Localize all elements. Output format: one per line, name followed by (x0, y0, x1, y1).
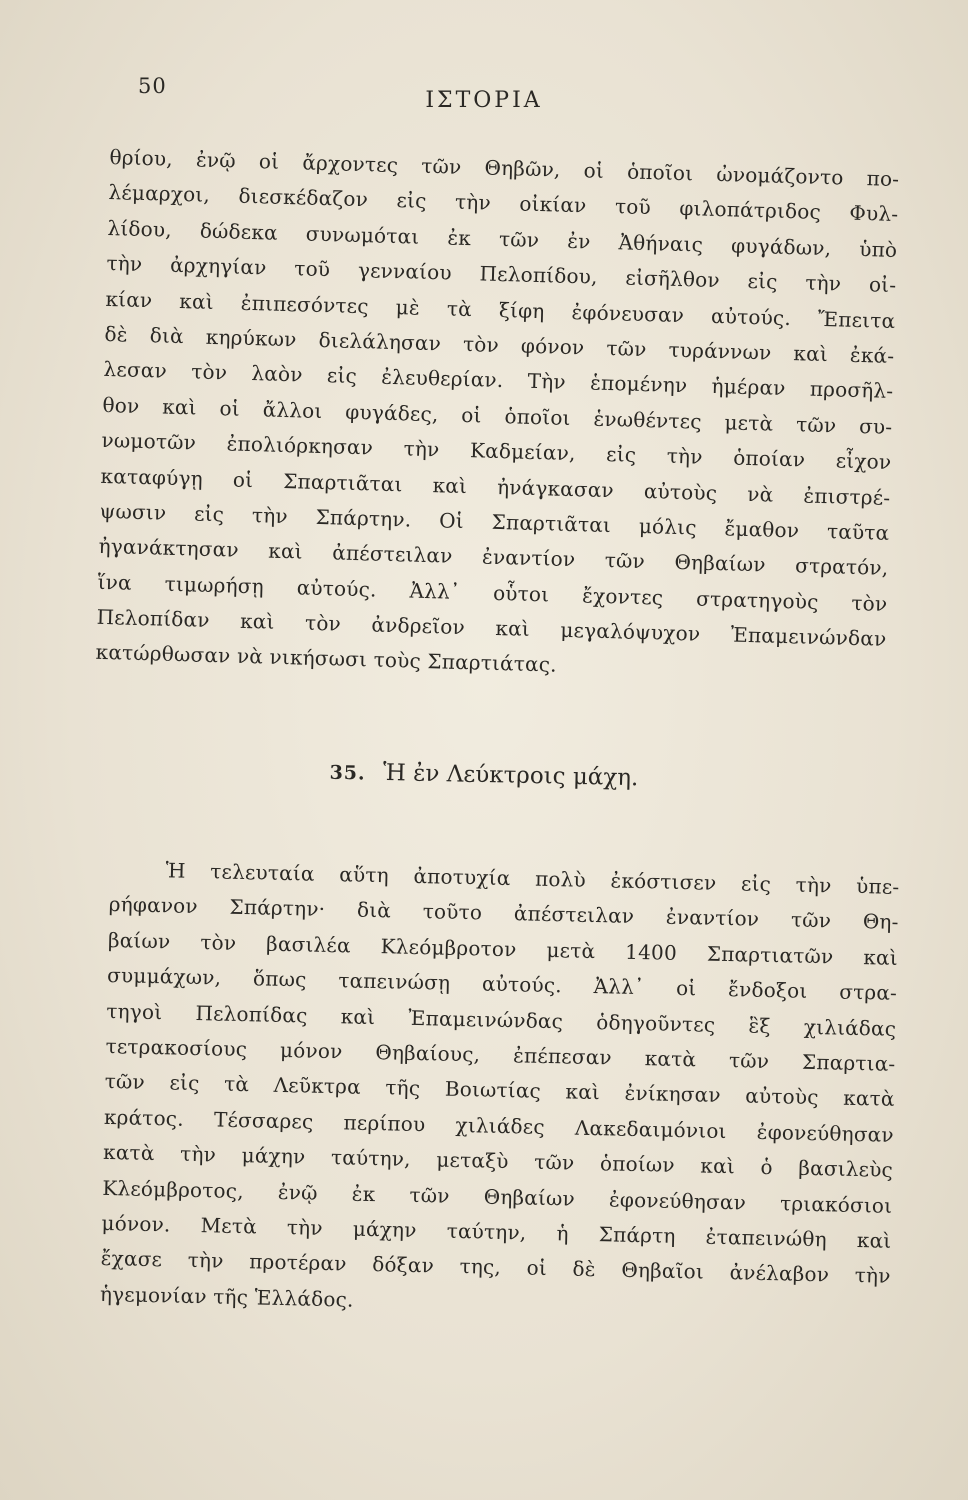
text-line: τετρακοσίους μόνον Θηβαίους, ἐπέπεσαν κατὰ τῶν Σπαρτια- (105, 1033, 896, 1076)
text-line: κατὰ τὴν μάχην ταύτην, μεταξὺ τῶν ὁποίων καὶ ὁ βασιλεὺς (102, 1140, 894, 1182)
text-line: ἠγανάκτησαν καὶ ἀπέστειλαν ἐναντίον τῶν Θηβαίων στρατόν, (98, 534, 889, 581)
text-line: συμμάχων, ὅπως ταπεινώσῃ αὐτούς. Ἀλλ᾽ οἱ ἔνδοξοι στρα- (106, 963, 898, 1006)
text-line: δὲ διὰ κηρύκων διελάλησαν τὸν φόνον τῶν τυράννων καὶ ἐκά- (104, 321, 895, 368)
page-number: 50 (138, 74, 167, 98)
section-heading (0, 752, 968, 798)
text-line: Ἡ τελευταία αὕτη ἀποτυχία πολὺ ἐκόστισεν εἰς τὴν ὑπε- (165, 858, 900, 899)
text-line: Πελοπίδαν καὶ τὸν ἀνδρεῖον καὶ μεγαλόψυχον Ἐπαμεινώνδαν (96, 604, 887, 651)
text-line: βαίων τὸν βασιλέα Κλεόμβροτον μετὰ 1400 Σπαρτιατῶν καὶ (107, 927, 899, 970)
text-line: μόνον. Μετὰ τὴν μάχην ταύτην, ἡ Σπάρτη ἐταπεινώθη καὶ (101, 1210, 892, 1253)
text-line: θον καὶ οἱ ἄλλοι φυγάδες, οἱ ὁποῖοι ἑνωθέντες μετὰ τῶν συ- (102, 392, 893, 439)
paragraph-leuktra (100, 852, 900, 1330)
text-line: ἡγεμονίαν τῆς Ἑλλάδος. (99, 1281, 354, 1312)
paragraph-continued (95, 140, 900, 693)
text-line: λίδου, δώδεκα συνωμόται ἐκ τῶν ἐν Ἀθήναις φυγάδων, ὑπὸ (107, 215, 898, 262)
text-line: ἵνα τιμωρήσῃ αὐτούς. Ἀλλ᾽ οὗτοι ἔχοντες στρατηγοὺς τὸν (97, 569, 888, 616)
text-line: ρήφανον Σπάρτην· διὰ τοῦτο ἀπέστειλαν ἐναντίον τῶν Θη- (108, 892, 899, 935)
running-title: ΙΣΤΟΡΙΑ (425, 88, 543, 113)
text-line: κράτος. Τέσσαρες περίπου χιλιάδες Λακεδαιμόνιοι ἐφονεύθησαν (103, 1104, 895, 1147)
text-line: ἔχασε τὴν προτέραν δόξαν της, οἱ δὲ Θηβαῖοι ἀνέλαβον τὴν (100, 1246, 891, 1289)
text-line: κατώρθωσαν νὰ νικήσωσι τοὺς Σπαρτιάτας. (95, 640, 558, 678)
text-line: λέμαρχοι, διεσκέδαζον εἰς τὴν οἰκίαν τοῦ φιλοπάτριδος Φυλ- (108, 180, 899, 227)
text-line: ψωσιν εἰς τὴν Σπάρτην. Οἱ Σπαρτιᾶται μόλις ἔμαθον ταῦτα (99, 498, 890, 545)
text-line: τὴν ἀρχηγίαν τοῦ γενναίου Πελοπίδου, εἰσῆλθον εἰς τὴν οἰ- (106, 251, 897, 298)
text-line: καταφύγῃ οἱ Σπαρτιᾶται καὶ ἠνάγκασαν αὐτοὺς νὰ ἐπιστρέ- (100, 463, 891, 510)
text-line: νωμοτῶν ἐπολιόρκησαν τὴν Καδμείαν, εἰς τὴν ὁποίαν εἶχον (101, 428, 892, 475)
text-line: λεσαν τὸν λαὸν εἰς ἐλευθερίαν. Τὴν ἑπομένην ἡμέραν προσῆλ- (103, 357, 894, 404)
text-line: Κλεόμβροτος, ἐνῷ ἐκ τῶν Θηβαίων ἐφονεύθησαν τριακόσιοι (102, 1175, 893, 1218)
text-line: θρίου, ἐνῷ οἱ ἄρχοντες τῶν Θηβῶν, οἱ ὁποῖοι ὠνομάζοντο πο- (109, 144, 900, 192)
text-line: τῶν εἰς τὰ Λεῦκτρα τῆς Βοιωτίας καὶ ἐνίκησαν αὐτοὺς κατὰ (104, 1069, 895, 1112)
text-line: τηγοὶ Πελοπίδας καὶ Ἐπαμεινώνδας ὁδηγοῦντες ἓξ χιλιάδας (106, 998, 897, 1041)
section-title: Ἡ ἐν Λεύκτροις μάχη. (382, 759, 639, 792)
section-number: 35. (329, 761, 366, 785)
text-line: κίαν καὶ ἐπιπεσόντες μὲ τὰ ξίφη ἐφόνευσαν αὐτούς. Ἔπειτα (105, 286, 896, 333)
